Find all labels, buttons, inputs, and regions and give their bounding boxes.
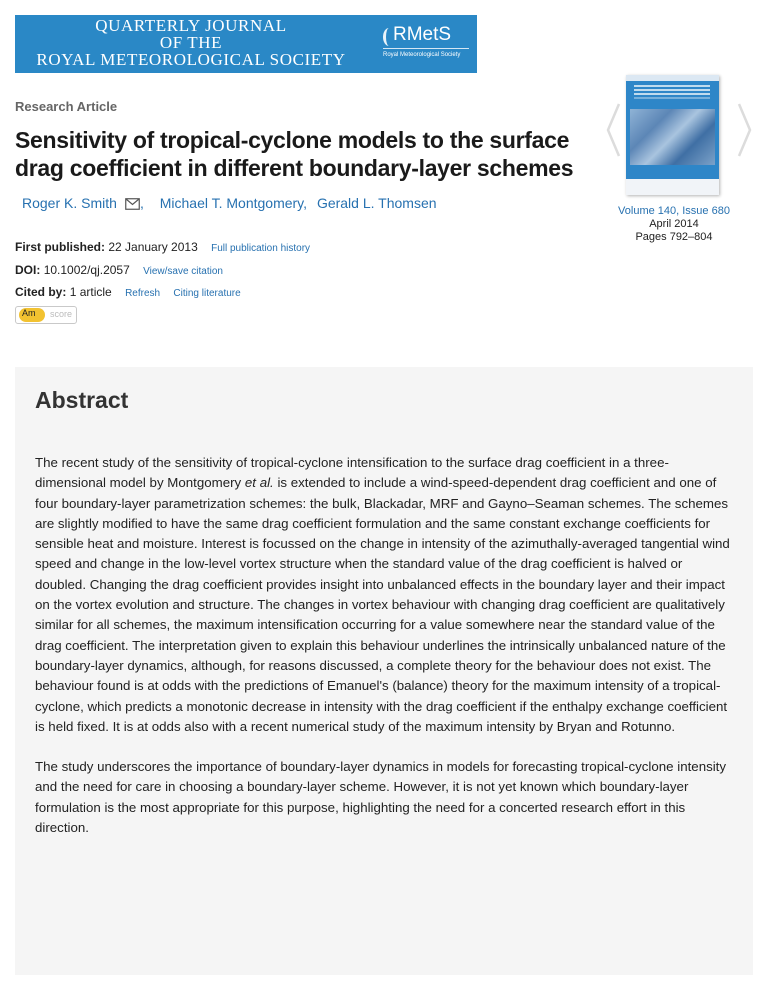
cited-by-row: [15, 285, 241, 299]
citing-literature-link[interactable]: Citing literature: [173, 288, 241, 299]
author-link[interactable]: Michael T. Montgomery,: [159, 195, 308, 211]
article-title: Sensitivity of tropical-cyclone models to the surface drag coefficient in different boundary-layer schemes: [15, 127, 574, 181]
cover-photo: [630, 109, 715, 165]
first-published-date: 22 January 2013: [108, 240, 198, 254]
author-list: [22, 195, 443, 211]
abstract-body: [35, 453, 735, 858]
cover-title-lines: [634, 85, 710, 87]
cover-header-strip: [626, 75, 719, 81]
doi-row: [15, 263, 223, 277]
abstract-paragraph: The recent study of the sensitivity of tropical-cyclone intensification to the surface drag coefficient in a three-dimensional model by Montgomery et al. is extended to include a wind-speed-dependent drag coefficient and one of four boundary-layer parametrization schemes: the bulk, Blackadar, MRF and Gayno–Seaman schemes. The schemes are slightly modified to have the same drag coefficient formulation and the same constant exchange coefficients for sensible heat and moisture. Interest is focussed on the change in intensity of the azimuthally-averaged tangential wind speed and change in the low-level vortex structure when the standard value of the drag coefficient is halved or doubled. Changing the drag coefficient provides insight into unbalanced effects in the boundary layer and their impact on the vortex evolution and structure. The changes in vortex behaviour with changing drag coefficient are qualitatively similar for all schemes, the maximum intensification occurring for a value somewhere near the standard value of the drag coefficient. The interpretation given to explain this behaviour underlines the intrinsically unbalanced nature of the boundary-layer dynamics, although, for reasons discussed, a complete theory for the behaviour does not exist. The behaviour found is at odds with the predictions of Emanuel's (balance) theory for the maximum intensity of a tropical-cyclone, which predicts a monotonic decrease in intensity with the drag coefficient if the enthalpy exchange coefficient is held fixed. It is at odds also with a recent numerical study of the maximum intensity by Bryan and Rotunno.: [35, 455, 730, 734]
abstract-section: [15, 367, 753, 975]
abstract-heading: Abstract: [35, 387, 129, 413]
cited-by-count: 1 article: [69, 285, 112, 299]
altmetric-badge[interactable]: [15, 306, 77, 324]
citation-link[interactable]: View/save citation: [143, 266, 223, 277]
rmets-logo-subtitle: Royal Meteorological Society: [383, 52, 461, 58]
journal-banner[interactable]: [15, 15, 477, 73]
author-link[interactable]: Gerald L. Thomsen: [316, 195, 437, 211]
full-history-link[interactable]: Full publication history: [211, 243, 311, 254]
logo-divider: [383, 48, 469, 49]
refresh-link[interactable]: Refresh: [125, 288, 161, 299]
author-link[interactable]: Roger K. Smith ,: [22, 195, 144, 211]
next-issue-chevron-icon[interactable]: [735, 100, 755, 160]
article-type: Research Article: [15, 99, 118, 114]
journal-title-line: QUARTERLY JOURNAL: [95, 16, 287, 35]
rmets-logo: [383, 24, 469, 62]
previous-issue-chevron-icon[interactable]: [603, 100, 623, 160]
issue-date: April 2014: [649, 218, 699, 230]
rmets-logo-name: RMetS: [393, 24, 452, 45]
cover-footer: [626, 179, 719, 195]
journal-title-line: ROYAL METEOROLOGICAL SOCIETY: [36, 50, 346, 69]
journal-title-line: OF THE: [159, 33, 223, 52]
mail-icon[interactable]: [125, 198, 140, 210]
first-published-row: [15, 240, 310, 254]
issue-info: [610, 205, 738, 244]
issue-pages: Pages 792–804: [635, 231, 713, 243]
altmetric-am: Am: [22, 308, 36, 318]
et-al: et al.: [244, 475, 274, 491]
doi-value: 10.1002/qj.2057: [43, 263, 130, 277]
abstract-paragraph: The study underscores the importance of boundary-layer dynamics in models for forecasting tropical-cyclone intensity and the need for care in choosing a boundary-layer scheme. However, it is not yet known which boundary-layer formulation is the most appropriate for this purpose, highlighting the need for a concerted research effort in this direction.: [35, 759, 727, 836]
journal-title: [23, 17, 359, 68]
first-published-label: First published:: [15, 240, 105, 254]
journal-cover-image[interactable]: [626, 75, 719, 195]
cited-by-label: Cited by:: [15, 285, 67, 299]
issue-volume-link[interactable]: Volume 140, Issue 680: [618, 205, 730, 217]
altmetric-score: score: [50, 309, 73, 319]
doi-label: DOI:: [15, 263, 41, 277]
